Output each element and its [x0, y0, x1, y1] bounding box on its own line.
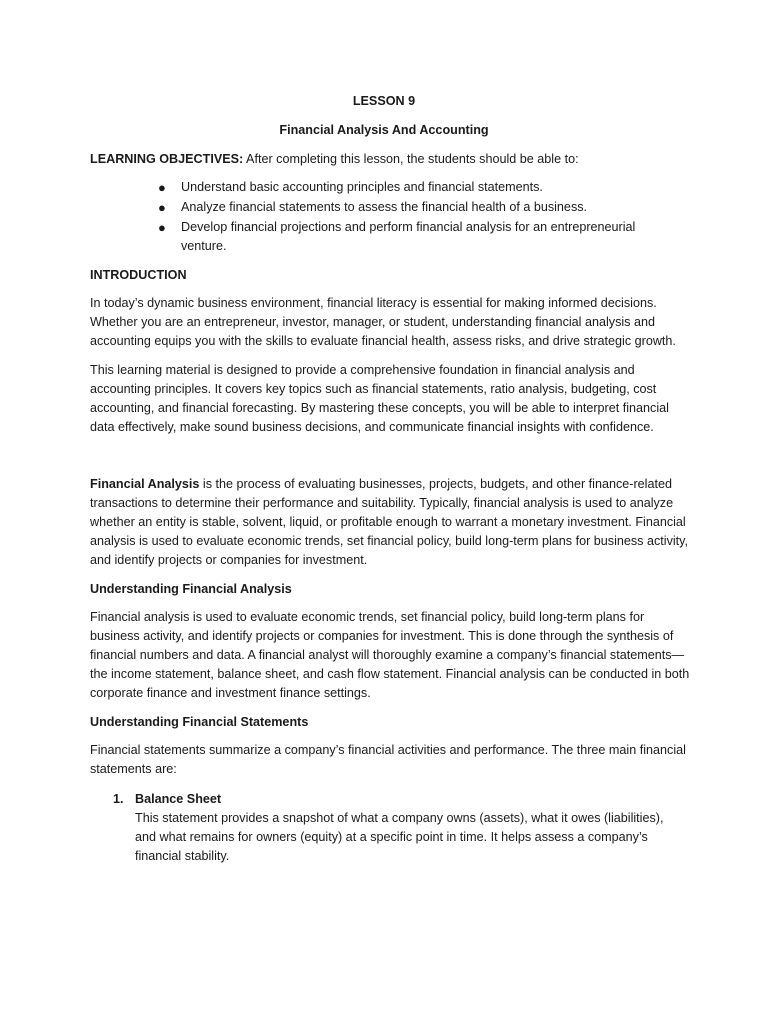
objective-text: Develop financial projections and perform financial analysis for an entrepreneurial venture.: [181, 220, 636, 253]
bullet-icon: ●: [158, 180, 166, 195]
introduction-paragraph-2: This learning material is designed to provide a comprehensive foundation in financial analysis and accounting principles. It covers key topics such as financial statements, ratio analysis, budgeting, cost accounting, and financial forecasting. By mastering these concepts, you will be able to interpret financial data effectively, make sound business decisions, and communicate financial insights with confidence.: [90, 363, 669, 434]
understanding-fs-heading: Understanding Financial Statements: [90, 715, 309, 729]
statement-title: Balance Sheet: [135, 792, 222, 806]
financial-analysis-definition: is the process of evaluating businesses, projects, budgets, and other finance-related transactions to determine their performance and suitability. Typically, financial analysis is used to analyze whether an entity is stable, solvent, liquid, or profitable enough to warrant a monetary investment. Financial analysis is used to evaluate economic trends, set financial policy, build long-term plans for business activity, and identify projects or companies for investment.: [90, 477, 689, 567]
bullet-icon: ●: [158, 220, 166, 235]
objectives-intro: [90, 150, 690, 169]
understanding-fa-heading: Understanding Financial Analysis: [90, 582, 292, 596]
understanding-fs-body: Financial statements summarize a company’s financial activities and performance. The three main financial statements are:: [90, 743, 686, 776]
introduction-paragraph-1: In today’s dynamic business environment, financial literacy is essential for making informed decisions. Whether you are an entrepreneur, investor, manager, or student, understanding financial analysis and accounting equips you with the skills to evaluate financial health, assess risks, and drive strategic growth.: [90, 296, 676, 348]
introduction-heading: INTRODUCTION: [90, 268, 187, 282]
lesson-label: LESSON 9: [352, 94, 416, 108]
understanding-fa-body: Financial analysis is used to evaluate economic trends, set financial policy, build long-term plans for business activity, and identify projects or companies for investment. This is done through the synthesis of financial numbers and data. A financial analyst will thoroughly examine a company’s financial statements—the income statement, balance sheet, and cash flow statement. Financial analysis can be conducted in both corporate finance and investment finance settings.: [90, 610, 690, 700]
objectives-lead: After completing this lesson, the students should be able to:: [243, 152, 579, 166]
objective-text: Understand basic accounting principles and financial statements.: [181, 180, 543, 194]
list-number: 1.: [113, 792, 124, 806]
financial-analysis-term: Financial Analysis: [90, 477, 200, 491]
objectives-heading: LEARNING OBJECTIVES:: [90, 152, 244, 166]
statement-description: This statement provides a snapshot of what a company owns (assets), what it owes (liabilities), and what remains for owners (equity) at a specific point in time. It helps assess a company’s financial stability.: [135, 811, 664, 863]
bullet-icon: ●: [158, 200, 166, 215]
objective-text: Analyze financial statements to assess the financial health of a business.: [181, 200, 588, 214]
financial-analysis-paragraph: [90, 475, 690, 570]
lesson-title: Financial Analysis And Accounting: [279, 123, 489, 137]
